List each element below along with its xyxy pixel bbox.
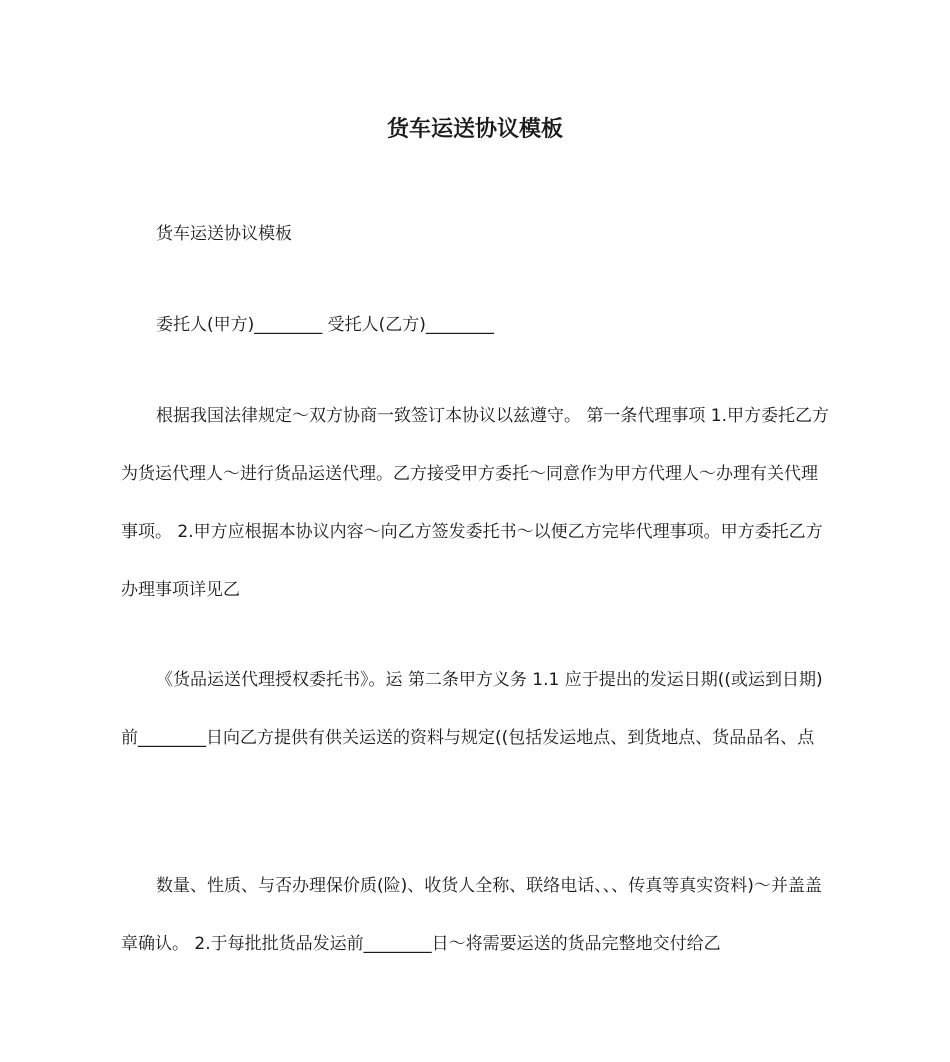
- paragraph-article-1: 根据我国法律规定～双方协商一致签订本协议以兹遵守。 第一条代理事项 1.甲方委托乙方为货运代理人～进行货品运送代理。乙方接受甲方委托～同意作为甲方代理人～办理有关代理事项。 2.甲方应根据本协议内容～向乙方签发委托书～以便乙方完毕代理事项。甲方委托乙方办理事项详见乙: [121, 406, 830, 600]
- paragraph-article-2: 《货品运送代理授权委托书》。运 第二条甲方义务 1.1 应于提出的发运日期((或运到日期)前________日向乙方提供有供关运送的资料与规定((包括发运地点、到货地点、货品品名、点: [121, 670, 823, 748]
- document-title: 货车运送协议模板: [386, 117, 563, 142]
- paragraph-parties: 委托人(甲方)________ 受托人(乙方)________: [156, 315, 494, 335]
- paragraph-heading: 货车运送协议模板: [156, 224, 292, 244]
- paragraph-article-2-continued: 数量、性质、与否办理保价质(险)、收货人全称、联络电话、、、传真等真实资料)～并盖盖章确认。 2.于每批批货品发运前________日～将需要运送的货品完整地交付给乙: [121, 876, 822, 954]
